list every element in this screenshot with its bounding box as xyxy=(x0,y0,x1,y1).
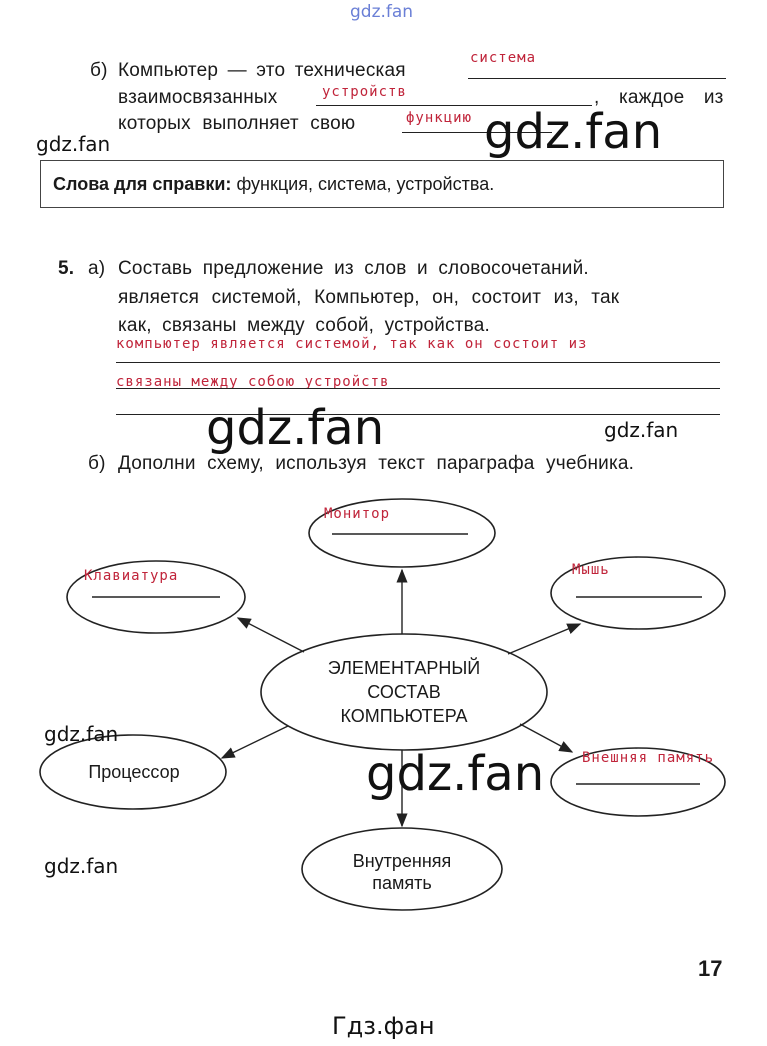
processor-label: Процессор xyxy=(88,762,180,782)
answer-external-memory: Внешняя память xyxy=(582,750,715,766)
task-5a-marker: а) xyxy=(88,258,106,279)
task-5-number: 5. xyxy=(58,258,75,279)
watermark-small-1: gdz.fan xyxy=(36,132,111,156)
center-label-line2: СОСТАВ xyxy=(367,682,441,702)
answer-sistema: система xyxy=(470,50,537,66)
task-4b-line2-end: , каждое из xyxy=(594,87,724,108)
task-5a-line3: как, связаны между собой, устройства. xyxy=(118,315,490,336)
arrow-to-processor xyxy=(222,726,288,758)
task-5a-line1: Составь предложение из слов и словосочетаний. xyxy=(118,258,589,279)
answer-keyboard: Клавиатура xyxy=(84,568,179,584)
task-5b-marker: б) xyxy=(88,453,106,474)
answer-5a-line1: компьютер является системой, так как он состоит из xyxy=(116,336,588,352)
watermark-small-2: gdz.fan xyxy=(604,418,679,442)
answer-ustroystv: устройств xyxy=(322,84,407,100)
reference-label: Слова для справки: xyxy=(53,174,232,194)
watermark-big-1: gdz.fan xyxy=(484,104,663,160)
task-4b-line2-start: взаимосвязанных xyxy=(118,87,278,108)
task-4b-line3: которых выполняет свою xyxy=(118,113,356,134)
internal-memory-label xyxy=(322,850,482,894)
answer-funktsiyu: функцию xyxy=(406,110,473,126)
watermark-big-2: gdz.fan xyxy=(206,400,385,456)
arrow-to-keyboard xyxy=(238,618,304,652)
center-label xyxy=(284,656,524,728)
center-label-line3: КОМПЬЮТЕРА xyxy=(340,706,468,726)
task-5a-line2: является системой, Компьютер, он, состоит из, так xyxy=(118,287,620,308)
task-4b-line1: Компьютер — это техническая xyxy=(118,60,406,81)
answer-5a-line2: связаны между собою устройств xyxy=(116,374,390,390)
reference-words: функция, система, устройства. xyxy=(236,174,495,194)
watermark-small-3: gdz.fan xyxy=(44,722,119,746)
watermark-small-4: gdz.fan xyxy=(44,854,119,878)
task-4b-marker: б) xyxy=(90,60,108,81)
watermark-footer: Гдз.фан xyxy=(332,1012,435,1040)
page-number: 17 xyxy=(698,956,723,981)
task-5b-text: Дополни схему, используя текст параграфа учебника. xyxy=(118,453,635,474)
answer-mouse: Мышь xyxy=(572,562,610,578)
internal-memory-label-line2: память xyxy=(372,873,432,893)
watermark-top: gdz.fan xyxy=(350,2,414,22)
arrow-to-mouse xyxy=(508,624,580,654)
internal-memory-label-line1: Внутренняя xyxy=(352,851,452,871)
watermark-big-3: gdz.fan xyxy=(366,746,545,802)
center-label-line1: ЭЛЕМЕНТАРНЫЙ xyxy=(327,658,481,678)
answer-monitor: Монитор xyxy=(324,506,391,522)
